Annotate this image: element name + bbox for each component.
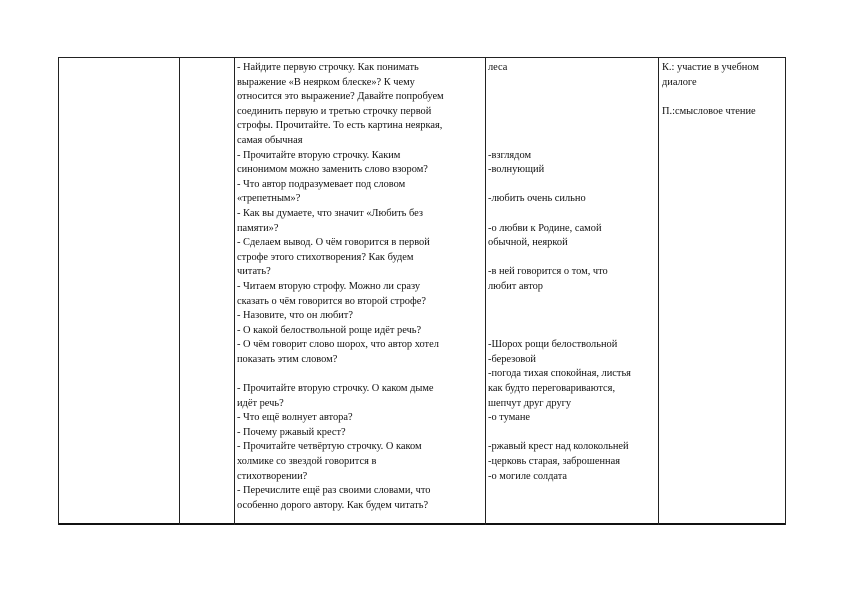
text-line: читать? xyxy=(237,266,271,278)
text-line: - Назовите, что он любит? xyxy=(237,310,353,322)
text-line xyxy=(488,90,656,105)
text-line: показать этим словом? xyxy=(237,353,338,365)
text-line: диалоге xyxy=(662,76,697,88)
text-line: -любить очень сильно xyxy=(488,193,586,205)
text-line: обычной, неяркой xyxy=(488,237,568,249)
text-line: -погода тихая спокойная, листья xyxy=(488,368,631,380)
text-line: -волнующий xyxy=(488,164,545,176)
text-line xyxy=(488,324,656,339)
text-line: -церковь старая, заброшенная xyxy=(488,456,620,468)
text-line: -о тумане xyxy=(488,412,531,424)
text-line: -о любви к Родине, самой xyxy=(488,222,602,234)
text-line: - О какой белоствольной роще идёт речь? xyxy=(237,324,422,336)
column-divider-3 xyxy=(485,57,486,525)
column-divider-1 xyxy=(179,57,180,525)
text-line: относится это выражение? Давайте попробуем xyxy=(237,91,444,103)
text-line: леса xyxy=(488,62,508,73)
text-line: идёт речь? xyxy=(237,397,284,409)
text-line: - Что автор подразумевает под словом xyxy=(237,178,406,190)
text-line: памяти»? xyxy=(237,222,279,234)
text-line: «трепетным»? xyxy=(237,193,301,205)
text-line: холмике со звездой говорится в xyxy=(237,456,377,468)
text-line: П.:смысловое чтение xyxy=(662,105,756,117)
text-line xyxy=(662,90,784,105)
text-line: -березовой xyxy=(488,353,536,365)
text-line: -в ней говорится о том, что xyxy=(488,266,608,278)
text-line xyxy=(488,105,656,120)
text-line: -о могиле солдата xyxy=(488,470,568,482)
column-divider-4 xyxy=(658,57,659,525)
text-line: выражение «В неярком блеске»? К чему xyxy=(237,76,415,88)
text-line: строфы. Прочитайте. То есть картина неяркая, xyxy=(237,120,443,132)
text-line: строфе этого стихотворения? Как будем xyxy=(237,251,414,263)
text-line: стихотворении? xyxy=(237,470,308,482)
table-border-right xyxy=(785,57,786,525)
text-line xyxy=(488,426,656,441)
text-line: - Читаем вторую строфу. Можно ли сразу xyxy=(237,280,421,292)
text-line: любит автор xyxy=(488,280,543,292)
text-line: - Что ещё волнует автора? xyxy=(237,412,353,424)
text-line xyxy=(488,207,656,222)
text-line xyxy=(488,295,656,310)
text-line: -Шорох рощи белоствольной xyxy=(488,339,618,351)
competencies-column xyxy=(662,61,784,119)
text-line: самая обычная xyxy=(237,134,303,146)
text-line: - О чём говорит слово шорох, что автор хотел xyxy=(237,339,439,351)
text-line: особенно дорого автору. Как будем читать? xyxy=(237,499,429,511)
text-line xyxy=(488,251,656,266)
text-line: - Найдите первую строчку. Как понимать xyxy=(237,62,419,73)
text-line: - Прочитайте вторую строчку. Каким xyxy=(237,149,401,161)
text-line: соединить первую и третью строчку первой xyxy=(237,105,432,117)
text-line: шепчут друг другу xyxy=(488,397,572,409)
text-line: как будто переговариваются, xyxy=(488,383,616,395)
text-line: - Почему ржавый крест? xyxy=(237,426,346,438)
text-line: - Прочитайте четвёртую строчку. О каком xyxy=(237,441,422,453)
text-line: синонимом можно заменить слово взором? xyxy=(237,164,428,176)
text-line: сказать о чём говорится во второй строфе? xyxy=(237,295,426,307)
text-line: К.: участие в учебном xyxy=(662,62,759,73)
text-line xyxy=(488,119,656,134)
text-line: -ржавый крест над колокольней xyxy=(488,441,629,453)
text-line: - Сделаем вывод. О чём говорится в первой xyxy=(237,237,430,249)
student-answers-column xyxy=(488,61,656,484)
text-line: - Как вы думаете, что значит «Любить без xyxy=(237,207,423,219)
text-line xyxy=(488,309,656,324)
teacher-questions-column xyxy=(237,61,484,513)
column-divider-2 xyxy=(234,57,235,525)
text-line xyxy=(488,178,656,193)
text-line: - Перечислите ещё раз своими словами, что xyxy=(237,485,431,497)
text-line xyxy=(237,367,484,382)
text-line: - Прочитайте вторую строчку. О каком дыме xyxy=(237,383,434,395)
text-line: -взглядом xyxy=(488,149,532,161)
text-line xyxy=(488,134,656,149)
table-border-left xyxy=(58,57,59,525)
text-line xyxy=(488,76,656,91)
